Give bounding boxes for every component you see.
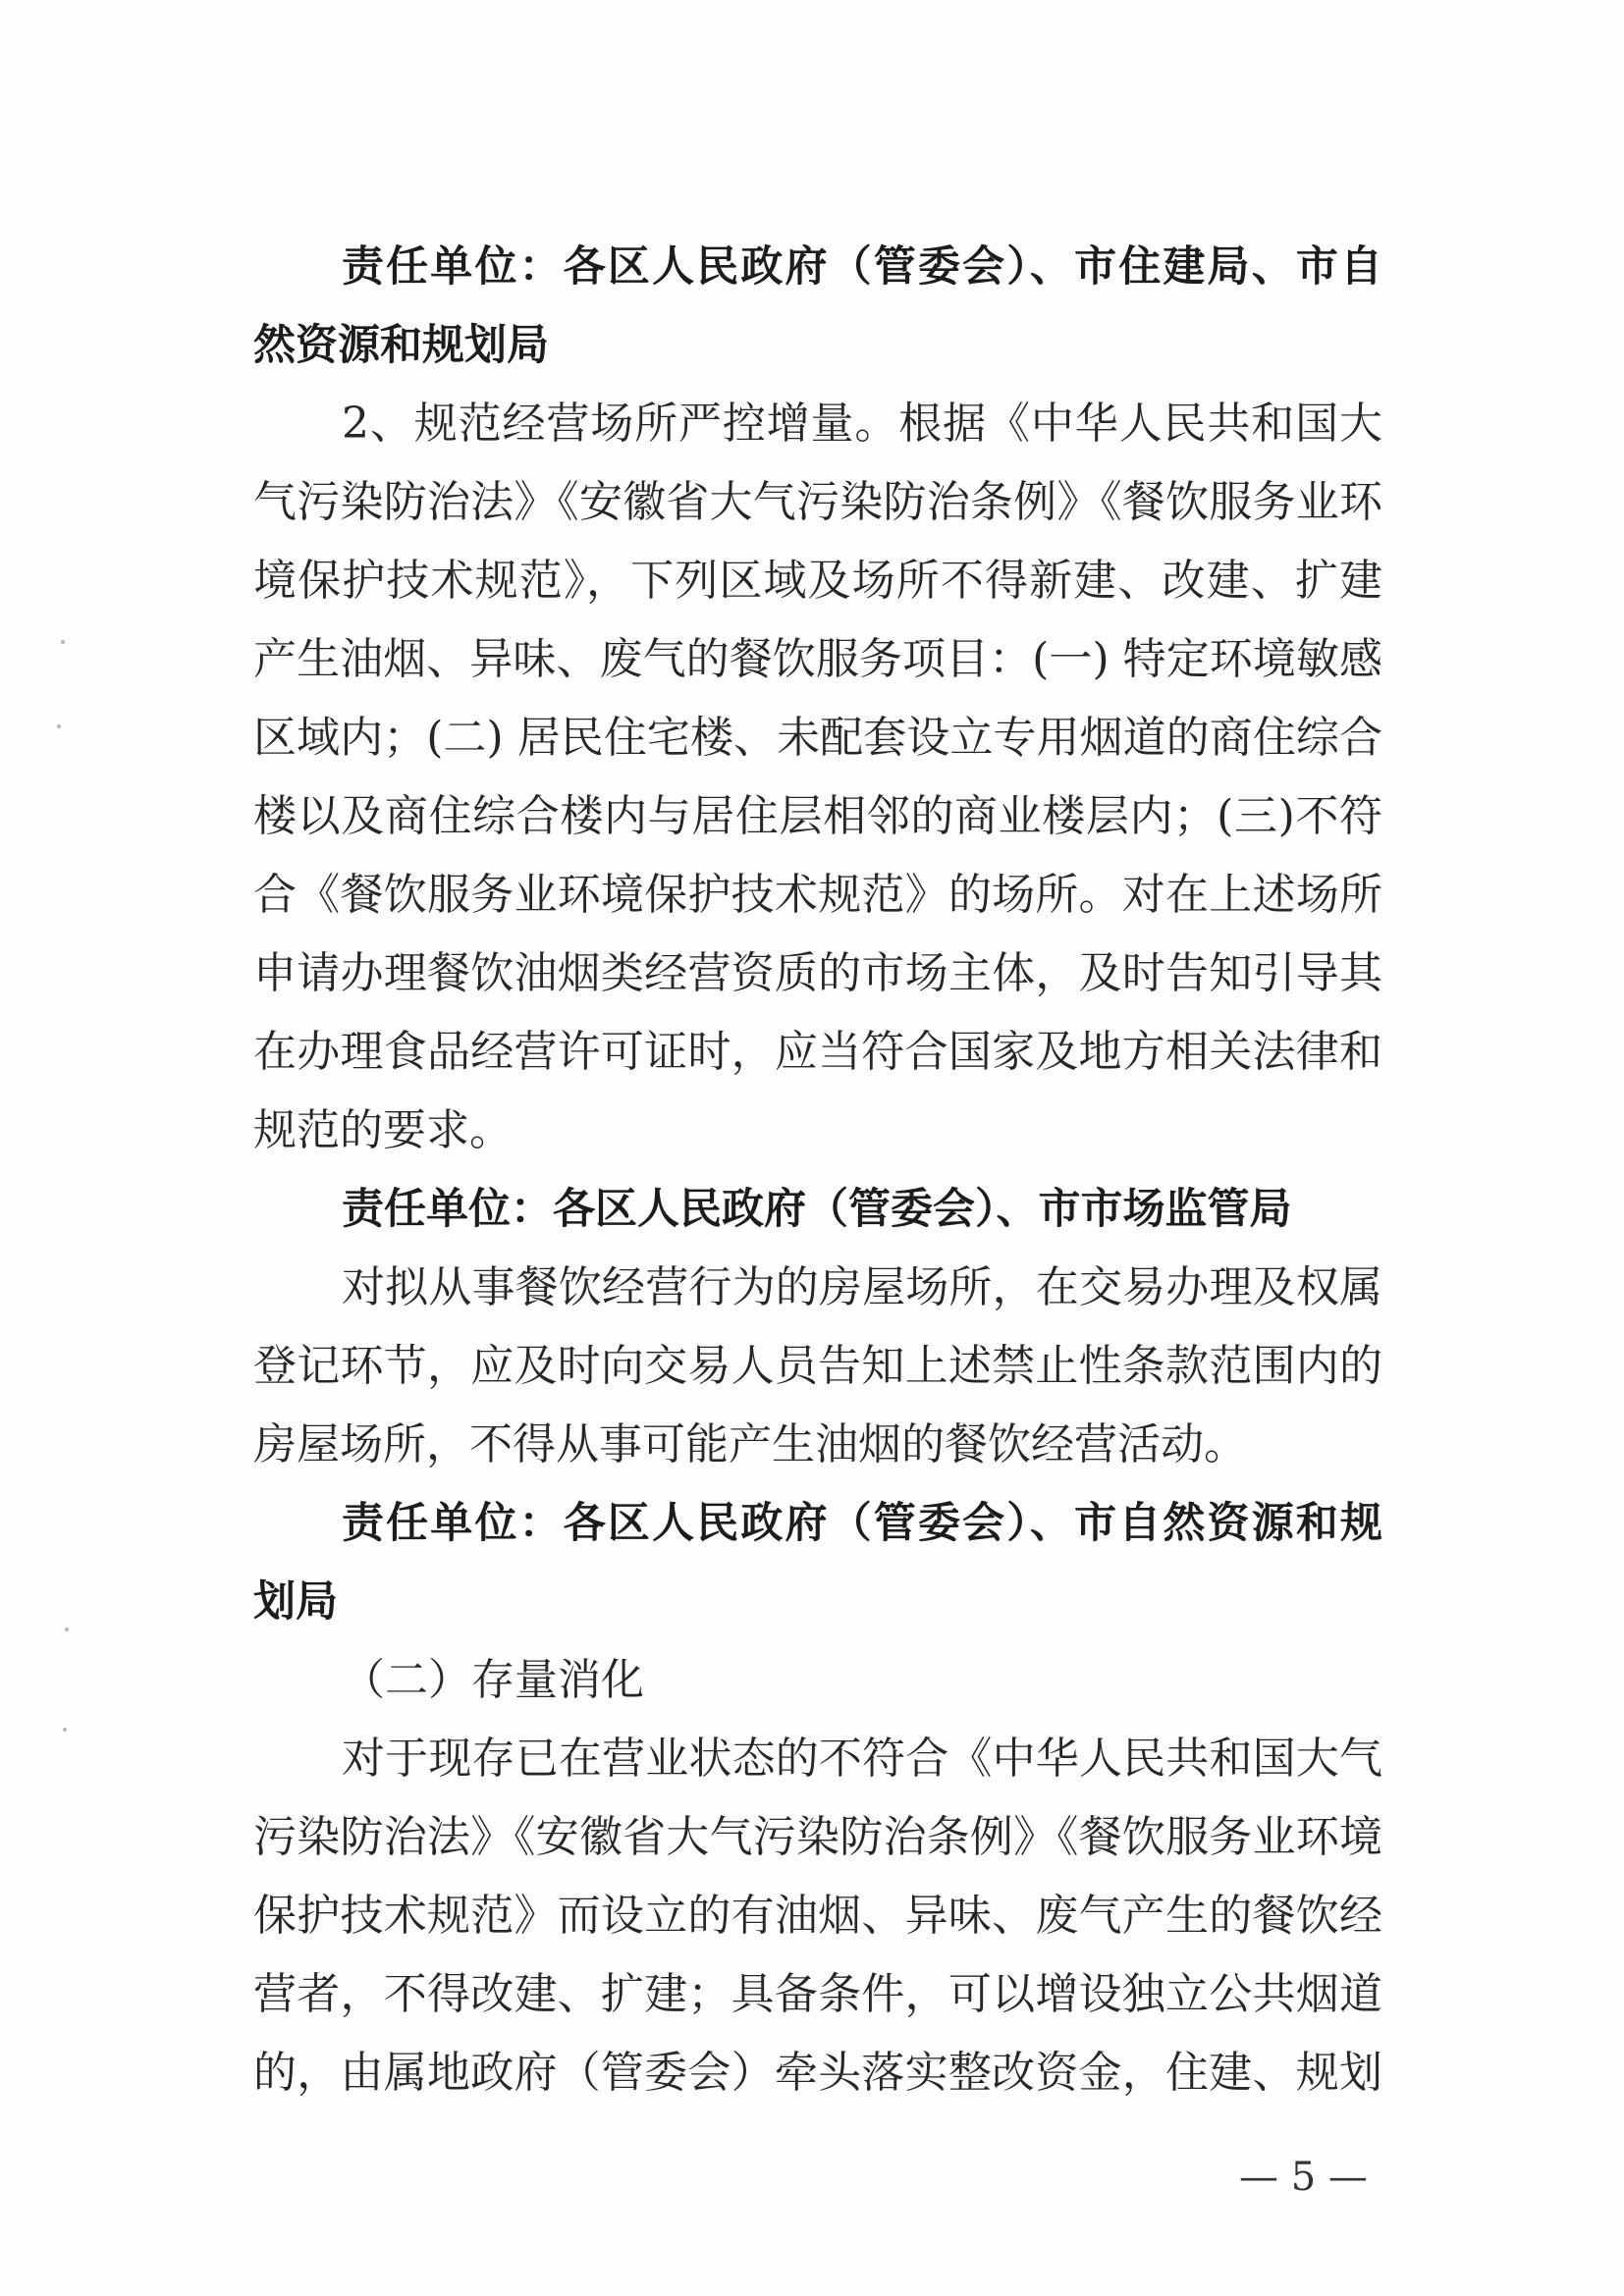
paragraph-2-line-3: 境保护技术规范》，下列区域及场所不得新建、改建、扩建: [253, 556, 1382, 606]
page-number: — 5 —: [1239, 2155, 1368, 2200]
paragraph-2-line-5: 区域内；(二) 居民住宅楼、未配套设立专用烟道的商住综合: [253, 713, 1382, 763]
responsible-units-1-line-2: 然资源和规划局: [253, 321, 549, 370]
paragraph-2-line-10: 规范的要求。: [253, 1105, 513, 1155]
responsible-units-3-line-2: 划局: [253, 1577, 338, 1627]
responsible-units-2: 责任单位：各区人民政府（管委会）、市市场监管局: [342, 1185, 1292, 1234]
paragraph-3-line-2: 登记环节，应及时向交易人员告知上述禁止性条款范围内的: [253, 1341, 1382, 1391]
scan-speck: [57, 724, 61, 728]
paragraph-4-line-5: 的，由属地政府（管委会）牵头落实整改资金，住建、规划: [253, 2048, 1382, 2098]
paragraph-2-line-1: 2、规范经营场所严控增量。根据《中华人民共和国大: [342, 399, 1382, 449]
section-heading-stock-digestion: （二）存量消化: [342, 1655, 644, 1705]
paragraph-3-line-3: 房屋场所，不得从事可能产生油烟的餐饮经营活动。: [253, 1419, 1247, 1469]
scan-speck: [63, 1728, 67, 1732]
paragraph-4-line-4: 营者，不得改建、扩建；具备条件，可以增设独立公共烟道: [253, 1969, 1382, 2019]
scan-speck: [65, 1628, 69, 1631]
paragraph-2-line-7: 合《餐饮服务业环境保护技术规范》的场所。对在上述场所: [253, 870, 1382, 920]
responsible-units-1-line-1: 责任单位：各区人民政府（管委会）、市住建局、市自: [342, 242, 1382, 292]
paragraph-4-line-1: 对于现存已在营业状态的不符合《中华人民共和国大气: [342, 1734, 1382, 1784]
paragraph-4-line-3: 保护技术规范》而设立的有油烟、异味、废气产生的餐饮经: [253, 1891, 1382, 1941]
paragraph-2-line-6: 楼以及商住综合楼内与居住层相邻的商业楼层内；(三)不符: [253, 791, 1382, 841]
paragraph-4-line-2: 污染防治法》《安徽省大气污染防治条例》《餐饮服务业环境: [253, 1812, 1382, 1862]
paragraph-2-line-9: 在办理食品经营许可证时，应当符合国家及地方相关法律和: [253, 1027, 1382, 1077]
paragraph-2-line-4: 产生油烟、异味、废气的餐饮服务项目：(一) 特定环境敏感: [253, 634, 1382, 684]
paragraph-2-line-2: 气污染防治法》《安徽省大气污染防治条例》《餐饮服务业环: [253, 477, 1382, 527]
scan-speck: [61, 640, 65, 644]
paragraph-3-line-1: 对拟从事餐饮经营行为的房屋场所，在交易办理及权属: [342, 1262, 1382, 1312]
responsible-units-3-line-1: 责任单位：各区人民政府（管委会）、市自然资源和规: [342, 1499, 1382, 1548]
paragraph-2-line-8: 申请办理餐饮油烟类经营资质的市场主体，及时告知引导其: [253, 948, 1382, 998]
